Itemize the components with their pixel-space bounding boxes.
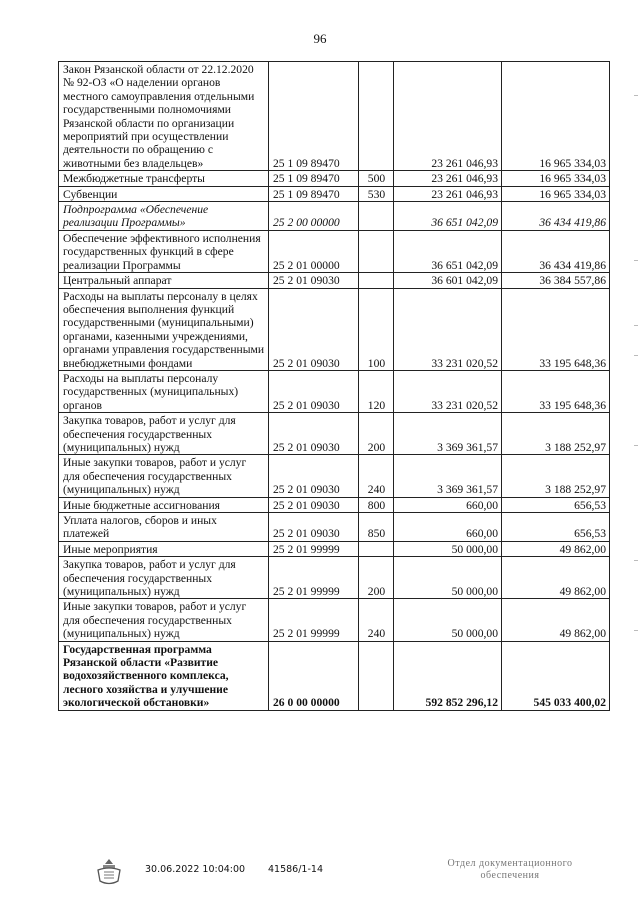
table-row — [59, 413, 610, 455]
table-row — [59, 557, 610, 599]
cell-sum1: 23 261 046,93 — [394, 186, 502, 201]
table-row — [59, 171, 610, 186]
cell-type — [359, 273, 394, 288]
cell-sum1: 592 852 296,12 — [394, 641, 502, 710]
cell-sum1: 3 369 361,57 — [394, 413, 502, 455]
cell-code: 26 0 00 00000 — [269, 641, 359, 710]
budget-table — [58, 61, 610, 711]
cell-sum2: 16 965 334,03 — [502, 186, 610, 201]
cell-type: 240 — [359, 455, 394, 497]
cell-name: Иные бюджетные ассигнования — [59, 497, 269, 512]
table-row — [59, 455, 610, 497]
cell-type: 800 — [359, 497, 394, 512]
cell-sum1: 50 000,00 — [394, 557, 502, 599]
coat-of-arms-icon — [92, 857, 126, 887]
cell-name: Уплата налогов, сборов и иных платежей — [59, 513, 269, 542]
cell-type: 120 — [359, 370, 394, 412]
cell-type: 100 — [359, 288, 394, 370]
cell-code: 25 2 01 09030 — [269, 413, 359, 455]
cell-sum1: 36 651 042,09 — [394, 202, 502, 231]
cell-sum1: 50 000,00 — [394, 541, 502, 556]
cell-sum2: 36 384 557,86 — [502, 273, 610, 288]
cell-code: 25 2 00 00000 — [269, 202, 359, 231]
cell-name: Подпрограмма «Обеспечение реализации Программы» — [59, 202, 269, 231]
cell-sum2: 33 195 648,36 — [502, 288, 610, 370]
cell-code: 25 2 01 99999 — [269, 541, 359, 556]
table-row — [59, 202, 610, 231]
cell-type: 500 — [359, 171, 394, 186]
cell-code: 25 1 09 89470 — [269, 62, 359, 171]
cell-code: 25 2 01 09030 — [269, 513, 359, 542]
table-row — [59, 186, 610, 201]
footer-doc-number: 41586/1-14 — [268, 864, 323, 875]
table-row — [59, 497, 610, 512]
cell-code: 25 2 01 09030 — [269, 497, 359, 512]
cell-sum2: 49 862,00 — [502, 541, 610, 556]
cell-sum2: 36 434 419,86 — [502, 202, 610, 231]
cell-name: Закупка товаров, работ и услуг для обеспечения государственных (муниципальных) нужд — [59, 413, 269, 455]
cell-sum1: 33 231 020,52 — [394, 370, 502, 412]
table-row — [59, 599, 610, 641]
cell-type: 240 — [359, 599, 394, 641]
cell-sum1: 660,00 — [394, 513, 502, 542]
cell-type — [359, 541, 394, 556]
cell-code: 25 1 09 89470 — [269, 186, 359, 201]
cell-code: 25 2 01 99999 — [269, 557, 359, 599]
cell-sum1: 50 000,00 — [394, 599, 502, 641]
table-row — [59, 273, 610, 288]
cell-code: 25 2 01 09030 — [269, 288, 359, 370]
cell-name: Расходы на выплаты персоналу в целях обеспечения выполнения функций государственными (муниципальными) органами, казенными учреждениями, органами управления государственными внебюджетными фондами — [59, 288, 269, 370]
cell-code: 25 1 09 89470 — [269, 171, 359, 186]
table-row — [59, 541, 610, 556]
cell-type: 200 — [359, 413, 394, 455]
cell-code: 25 2 01 09030 — [269, 273, 359, 288]
cell-sum1: 23 261 046,93 — [394, 171, 502, 186]
cell-name: Иные закупки товаров, работ и услуг для обеспечения государственных (муниципальных) нужд — [59, 455, 269, 497]
table-row — [59, 230, 610, 272]
table-row — [59, 370, 610, 412]
cell-sum1: 23 261 046,93 — [394, 62, 502, 171]
cell-sum1: 33 231 020,52 — [394, 288, 502, 370]
cell-type: 200 — [359, 557, 394, 599]
cell-code: 25 2 01 09030 — [269, 455, 359, 497]
cell-name: Закупка товаров, работ и услуг для обеспечения государственных (муниципальных) нужд — [59, 557, 269, 599]
cell-name: Центральный аппарат — [59, 273, 269, 288]
cell-name: Государственная программа Рязанской области «Развитие водохозяйственного комплекса, лесного хозяйства и улучшение экологической обстановки» — [59, 641, 269, 710]
cell-name: Иные закупки товаров, работ и услуг для обеспечения государственных (муниципальных) нужд — [59, 599, 269, 641]
table-row — [59, 641, 610, 710]
cell-name: Межбюджетные трансферты — [59, 171, 269, 186]
cell-type: 530 — [359, 186, 394, 201]
cell-type — [359, 62, 394, 171]
cell-sum2: 545 033 400,02 — [502, 641, 610, 710]
cell-sum2: 49 862,00 — [502, 599, 610, 641]
footer — [0, 857, 640, 897]
cell-sum1: 36 651 042,09 — [394, 230, 502, 272]
cell-sum2: 16 965 334,03 — [502, 62, 610, 171]
cell-sum2: 3 188 252,97 — [502, 455, 610, 497]
cell-name: Расходы на выплаты персоналу государственных (муниципальных) органов — [59, 370, 269, 412]
page-number: 96 — [313, 31, 327, 46]
cell-sum2: 33 195 648,36 — [502, 370, 610, 412]
cell-sum2: 36 434 419,86 — [502, 230, 610, 272]
cell-type — [359, 202, 394, 231]
cell-type — [359, 641, 394, 710]
cell-sum1: 3 369 361,57 — [394, 455, 502, 497]
cell-name: Обеспечение эффективного исполнения государственных функций в сфере реализации Программы — [59, 230, 269, 272]
cell-name: Закон Рязанской области от 22.12.2020 № 92-ОЗ «О наделении органов местного самоуправления отдельными государственными полномочиями Рязанской области по организации мероприятий при осуществлении деятельности по обращению с животными без владельцев» — [59, 62, 269, 171]
cell-sum1: 36 601 042,09 — [394, 273, 502, 288]
table-row — [59, 288, 610, 370]
cell-name: Субвенции — [59, 186, 269, 201]
cell-type — [359, 230, 394, 272]
cell-sum2: 16 965 334,03 — [502, 171, 610, 186]
table-row — [59, 513, 610, 542]
cell-sum2: 656,53 — [502, 497, 610, 512]
cell-type: 850 — [359, 513, 394, 542]
footer-department-stamp: Отдел документационного обеспечения — [447, 858, 573, 881]
footer-timestamp: 30.06.2022 10:04:00 — [145, 864, 246, 875]
table-row — [59, 62, 610, 171]
cell-sum2: 49 862,00 — [502, 557, 610, 599]
cell-code: 25 2 01 09030 — [269, 370, 359, 412]
cell-code: 25 2 01 00000 — [269, 230, 359, 272]
cell-code: 25 2 01 99999 — [269, 599, 359, 641]
cell-name: Иные мероприятия — [59, 541, 269, 556]
cell-sum1: 660,00 — [394, 497, 502, 512]
cell-sum2: 656,53 — [502, 513, 610, 542]
cell-sum2: 3 188 252,97 — [502, 413, 610, 455]
